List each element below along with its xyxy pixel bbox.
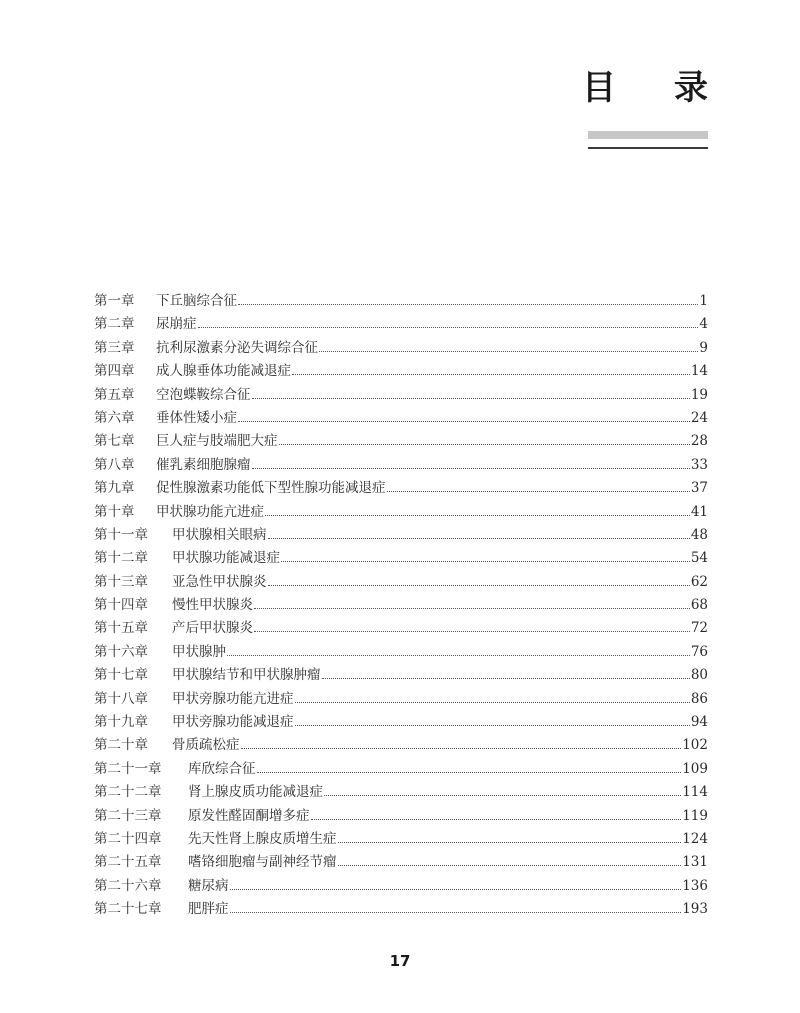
toc-page-number: 119 [682, 807, 708, 824]
toc-chapter-label: 第十五章 [94, 620, 148, 637]
toc-entry[interactable] [94, 407, 708, 430]
toc-chapter-title: 甲状腺肿 [172, 643, 226, 660]
toc-dot-leader [238, 421, 690, 422]
toc-chapter-label: 第十八章 [94, 690, 148, 707]
toc-entry[interactable] [94, 875, 708, 898]
toc-dot-leader [295, 725, 690, 726]
toc-page-number: 33 [690, 456, 708, 473]
toc-chapter-label: 第二章 [94, 316, 135, 333]
page-title-char-2: 录 [674, 68, 708, 108]
toc-dot-leader [319, 351, 698, 352]
toc-chapter-label: 第十章 [94, 503, 135, 520]
toc-dot-leader [265, 515, 690, 516]
toc-chapter-label: 第十二章 [94, 550, 148, 567]
toc-entry[interactable] [94, 898, 708, 921]
toc-entry[interactable] [94, 337, 708, 360]
toc-page-number: 80 [690, 667, 708, 684]
toc-chapter-label: 第一章 [94, 293, 135, 309]
toc-chapter-label: 第九章 [94, 480, 135, 497]
toc-chapter-label: 第二十四章 [94, 830, 162, 847]
toc-page-number: 86 [690, 690, 708, 707]
toc-chapter-title: 嗜铬细胞瘤与副神经节瘤 [188, 854, 337, 871]
toc-dot-leader [241, 748, 682, 749]
toc-entry[interactable] [94, 781, 708, 804]
toc-chapter-title: 甲状旁腺功能减退症 [172, 714, 294, 731]
toc-dot-leader [295, 702, 690, 703]
toc-chapter-title: 甲状腺相关眼病 [172, 526, 267, 543]
toc-chapter-title: 空泡蝶鞍综合征 [156, 386, 251, 403]
toc-entry[interactable] [94, 384, 708, 407]
toc-chapter-title: 成人腺垂体功能减退症 [156, 363, 291, 380]
toc-chapter-label: 第十七章 [94, 667, 148, 684]
toc-dot-leader [322, 678, 690, 679]
toc-chapter-title: 甲状腺功能减退症 [172, 550, 280, 567]
toc-entry[interactable] [94, 360, 708, 383]
toc-entry[interactable] [94, 313, 708, 336]
toc-dot-leader [238, 304, 698, 305]
toc-chapter-label: 第五章 [94, 386, 135, 403]
toc-page-number: 24 [690, 409, 708, 426]
toc-chapter-label: 第十三章 [94, 573, 148, 590]
toc-dot-leader [257, 772, 682, 773]
toc-entry[interactable] [94, 641, 708, 664]
toc-chapter-title: 慢性甲状腺炎 [172, 597, 253, 614]
toc-chapter-label: 第二十章 [94, 737, 148, 754]
toc-page-number: 94 [690, 714, 708, 731]
toc-dot-leader [338, 842, 682, 843]
toc-chapter-label: 第二十一章 [94, 760, 162, 777]
toc-chapter-label: 第二十五章 [94, 854, 162, 871]
toc-page-number: 41 [690, 503, 708, 520]
page-title-char-1: 目 [582, 68, 616, 108]
toc-dot-leader [252, 398, 690, 399]
toc-dot-leader [254, 608, 690, 609]
toc-entry[interactable] [94, 758, 708, 781]
toc-entry[interactable] [94, 571, 708, 594]
toc-page-number: 19 [690, 386, 708, 403]
toc-chapter-title: 亚急性甲状腺炎 [172, 573, 267, 590]
toc-entry[interactable] [94, 711, 708, 734]
toc-chapter-title: 尿崩症 [156, 316, 197, 333]
toc-chapter-label: 第六章 [94, 409, 135, 426]
page-title [582, 64, 708, 112]
table-of-contents [94, 290, 708, 922]
toc-entry[interactable] [94, 454, 708, 477]
toc-entry[interactable] [94, 734, 708, 757]
toc-entry[interactable] [94, 501, 708, 524]
toc-chapter-title: 甲状旁腺功能亢进症 [172, 690, 294, 707]
toc-chapter-label: 第十九章 [94, 714, 148, 731]
toc-page-number: 72 [690, 620, 708, 637]
toc-page-number: 193 [682, 901, 708, 918]
toc-page-number: 48 [690, 526, 708, 543]
toc-chapter-title: 垂体性矮小症 [156, 409, 237, 426]
toc-entry[interactable] [94, 617, 708, 640]
toc-dot-leader [324, 795, 681, 796]
toc-chapter-label: 第七章 [94, 433, 135, 450]
toc-entry[interactable] [94, 524, 708, 547]
toc-entry[interactable] [94, 290, 708, 313]
toc-chapter-title: 库欣综合征 [188, 760, 256, 777]
toc-entry[interactable] [94, 688, 708, 711]
toc-chapter-label: 第三章 [94, 339, 135, 356]
toc-chapter-title: 骨质疏松症 [172, 737, 240, 754]
toc-entry[interactable] [94, 851, 708, 874]
toc-page-number: 54 [690, 550, 708, 567]
toc-dot-leader [227, 655, 690, 656]
toc-chapter-title: 肥胖症 [188, 901, 229, 918]
toc-dot-leader [311, 819, 682, 820]
toc-page-number: 4 [699, 316, 708, 333]
toc-chapter-title: 产后甲状腺炎 [172, 620, 253, 637]
toc-entry[interactable] [94, 477, 708, 500]
toc-page-number: 136 [682, 877, 708, 894]
toc-chapter-title: 原发性醛固酮增多症 [188, 807, 310, 824]
toc-dot-leader [198, 327, 699, 328]
toc-dot-leader [387, 491, 690, 492]
toc-page-number: 14 [690, 363, 708, 380]
toc-dot-leader [230, 912, 682, 913]
toc-chapter-title: 糖尿病 [188, 877, 229, 894]
toc-chapter-label: 第二十六章 [94, 877, 162, 894]
toc-chapter-title: 下丘脑综合征 [156, 293, 237, 309]
toc-chapter-title: 抗利尿激素分泌失调综合征 [156, 339, 318, 356]
toc-chapter-title: 肾上腺皮质功能减退症 [188, 784, 323, 801]
toc-entry[interactable] [94, 805, 708, 828]
toc-chapter-label: 第二十三章 [94, 807, 162, 824]
toc-entry[interactable] [94, 664, 708, 687]
toc-dot-leader [292, 374, 690, 375]
toc-page-number: 28 [690, 433, 708, 450]
toc-chapter-title: 促性腺激素功能低下型性腺功能减退症 [156, 480, 386, 497]
toc-dot-leader [254, 631, 690, 632]
toc-chapter-label: 第四章 [94, 363, 135, 380]
toc-chapter-label: 第二十二章 [94, 784, 162, 801]
toc-dot-leader [281, 561, 690, 562]
toc-chapter-label: 第二十七章 [94, 901, 162, 918]
toc-chapter-title: 催乳素细胞腺瘤 [156, 456, 251, 473]
toc-page-number: 37 [690, 480, 708, 497]
toc-dot-leader [338, 865, 682, 866]
toc-dot-leader [230, 889, 682, 890]
toc-page-number: 1 [699, 293, 708, 309]
toc-chapter-title: 先天性肾上腺皮质增生症 [188, 830, 337, 847]
toc-page-number: 124 [682, 830, 708, 847]
toc-entry[interactable] [94, 430, 708, 453]
toc-dot-leader [268, 585, 690, 586]
toc-chapter-label: 第八章 [94, 456, 135, 473]
toc-dot-leader [268, 538, 690, 539]
toc-entry[interactable] [94, 594, 708, 617]
title-decoration-bar [588, 131, 708, 139]
toc-chapter-label: 第十一章 [94, 526, 148, 543]
toc-page-number: 62 [690, 573, 708, 590]
toc-chapter-title: 甲状腺结节和甲状腺肿瘤 [172, 667, 321, 684]
toc-chapter-label: 第十六章 [94, 643, 148, 660]
toc-entry[interactable] [94, 828, 708, 851]
toc-chapter-title: 巨人症与肢端肥大症 [156, 433, 278, 450]
toc-page-number: 68 [690, 597, 708, 614]
title-underline [588, 147, 708, 149]
toc-page-number: 102 [682, 737, 708, 754]
toc-chapter-title: 甲状腺功能亢进症 [156, 503, 264, 520]
toc-page-number: 76 [690, 643, 708, 660]
toc-page-number: 109 [682, 760, 708, 777]
toc-dot-leader [252, 468, 690, 469]
toc-chapter-label: 第十四章 [94, 597, 148, 614]
toc-page-number: 114 [682, 784, 708, 801]
toc-entry[interactable] [94, 547, 708, 570]
toc-page-number: 131 [682, 854, 708, 871]
toc-page-number: 9 [699, 339, 708, 356]
page-number: 17 [389, 952, 411, 970]
toc-dot-leader [279, 444, 690, 445]
